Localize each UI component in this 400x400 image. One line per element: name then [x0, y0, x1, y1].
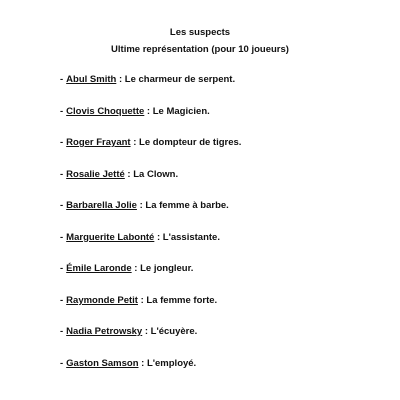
- list-dash: -: [60, 294, 64, 306]
- list-item: [60, 136, 390, 168]
- list-dash: -: [60, 74, 64, 85]
- separator: :: [136, 200, 146, 211]
- list-dash: -: [60, 105, 64, 117]
- list-item: [60, 168, 390, 200]
- separator: :: [144, 105, 153, 117]
- list-dash: -: [60, 357, 64, 369]
- list-item: [60, 262, 390, 294]
- separator: :: [137, 294, 147, 306]
- suspect-name: Clovis Choquette: [66, 105, 145, 117]
- suspect-role: La femme à barbe.: [145, 200, 229, 211]
- suspect-name: Roger Frayant: [66, 137, 131, 148]
- list-item: [60, 294, 390, 326]
- suspect-role: Le charmeur de serpent.: [124, 74, 236, 85]
- suspect-role: La femme forte.: [146, 294, 218, 306]
- list-dash: -: [60, 263, 64, 274]
- suspect-name: Abul Smith: [66, 74, 117, 85]
- list-item: [60, 357, 390, 389]
- separator: :: [154, 231, 163, 243]
- suspect-role: Le dompteur de tigres.: [139, 137, 242, 148]
- list-dash: -: [60, 137, 64, 148]
- suspect-role: L'assistante.: [162, 231, 220, 243]
- suspect-role: L'employé.: [146, 357, 197, 369]
- suspect-role: Le jongleur.: [140, 263, 194, 274]
- suspect-name: Nadia Petrowsky: [66, 326, 143, 337]
- list-item: [60, 231, 390, 263]
- list-dash: -: [60, 168, 64, 180]
- list-item: [60, 199, 390, 231]
- suspect-role: L'écuyère.: [150, 326, 198, 337]
- suspect-name: Rosalie Jetté: [66, 168, 125, 180]
- document-title: Les suspects: [169, 27, 231, 38]
- suspect-name: Raymonde Petit: [66, 294, 138, 306]
- separator: :: [138, 357, 147, 369]
- list-item: [60, 105, 390, 137]
- separator: :: [131, 263, 141, 274]
- list-dash: -: [60, 326, 64, 337]
- suspect-list: [60, 73, 390, 388]
- list-item: [60, 325, 390, 357]
- separator: :: [142, 326, 151, 337]
- list-dash: -: [60, 200, 64, 211]
- suspect-name: Barbarella Jolie: [66, 200, 137, 211]
- list-dash: -: [60, 231, 64, 243]
- separator: :: [130, 137, 140, 148]
- suspect-role: La Clown.: [133, 168, 179, 180]
- list-item: [60, 73, 390, 105]
- suspect-name: Gaston Samson: [66, 357, 139, 369]
- separator: :: [124, 168, 134, 180]
- suspect-role: Le Magicien.: [152, 105, 210, 117]
- suspect-name: Émile Laronde: [66, 263, 132, 274]
- separator: :: [116, 74, 125, 85]
- suspect-name: Marguerite Labonté: [66, 231, 155, 243]
- document-subtitle: Ultime représentation (pour 10 joueurs): [111, 44, 289, 55]
